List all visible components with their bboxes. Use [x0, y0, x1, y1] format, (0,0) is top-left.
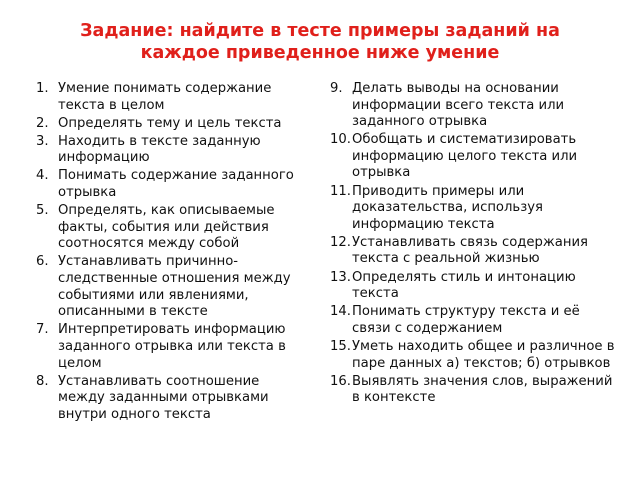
list-item-text: Интерпретировать информацию заданного отрывка или текста в целом	[58, 322, 286, 371]
list-item	[330, 374, 620, 407]
list-item-number: 9.	[330, 81, 343, 96]
slide-title-line-1: Задание: найдите в тесте примеры заданий на	[80, 21, 560, 41]
list-item-number: 5.	[36, 203, 49, 219]
list-item-number: 6.	[36, 254, 49, 270]
list-item-text: Устанавливать связь содержания текста с реальной жизнью	[352, 234, 588, 267]
list-item-number: 8.	[36, 373, 49, 389]
list-item-text: Выявлять значения слов, выражений в контексте	[352, 373, 613, 406]
list-item	[36, 134, 306, 167]
list-item	[330, 270, 620, 303]
list-item	[36, 254, 306, 320]
skills-list-left	[36, 81, 306, 425]
list-item-number: 16.	[330, 373, 351, 389]
list-item-text: Понимать содержание заданного отрывка	[58, 168, 294, 201]
list-item-text: Определять стиль и интонацию текста	[352, 269, 576, 302]
list-item-text: Определять тему и цель текста	[58, 115, 282, 131]
list-item-number: 14.	[330, 304, 351, 320]
list-item-text: Приводить примеры или доказательства, используя информацию текста	[352, 183, 543, 232]
skills-list-right	[330, 81, 620, 408]
list-item-number: 1.	[36, 81, 49, 96]
slide-title	[20, 20, 620, 64]
list-item	[330, 132, 620, 182]
list-item-text: Устанавливать причинно-следственные отношения между событиями или явлениями, описанными в тексте	[58, 254, 291, 320]
list-item	[36, 203, 306, 253]
list-item	[36, 322, 306, 372]
list-item	[330, 339, 620, 372]
list-item-text: Понимать структуру текста и её связи с содержанием	[352, 304, 580, 336]
list-item-number: 15.	[330, 338, 351, 354]
list-item-number: 10.	[330, 132, 351, 148]
list-item	[330, 235, 620, 268]
list-item	[330, 304, 620, 337]
list-item-number: 13.	[330, 269, 351, 285]
list-item-number: 2.	[36, 115, 49, 131]
list-item-number: 7.	[36, 322, 49, 338]
list-item	[36, 374, 306, 424]
list-item-text: Делать выводы на основании информации всего текста или заданного отрывка	[352, 81, 565, 130]
list-item-number: 4.	[36, 168, 49, 184]
list-item-text: Умение понимать содержание текста в целом	[58, 81, 272, 113]
list-item-number: 12.	[330, 234, 351, 250]
list-item-number: 3.	[36, 133, 49, 149]
list-item-text: Уметь находить общее и различное в паре данных а) текстов; б) отрывков	[352, 338, 615, 371]
list-item	[330, 184, 620, 234]
list-item	[330, 81, 620, 131]
list-item-text: Находить в тексте заданную информацию	[58, 133, 261, 166]
list-item-text: Обобщать и систематизировать информацию целого текста или отрывка	[352, 132, 578, 181]
list-item	[36, 168, 306, 201]
list-item-text: Устанавливать соотношение между заданными отрывками внутри одного текста	[58, 373, 269, 422]
slide-title-line-2: каждое приведенное ниже умение	[140, 43, 500, 63]
list-item	[36, 116, 306, 133]
list-item-text: Определять, как описываемые факты, события или действия соотносятся между собой	[58, 203, 275, 252]
list-item-number: 11.	[330, 183, 351, 199]
list-item	[36, 81, 306, 114]
